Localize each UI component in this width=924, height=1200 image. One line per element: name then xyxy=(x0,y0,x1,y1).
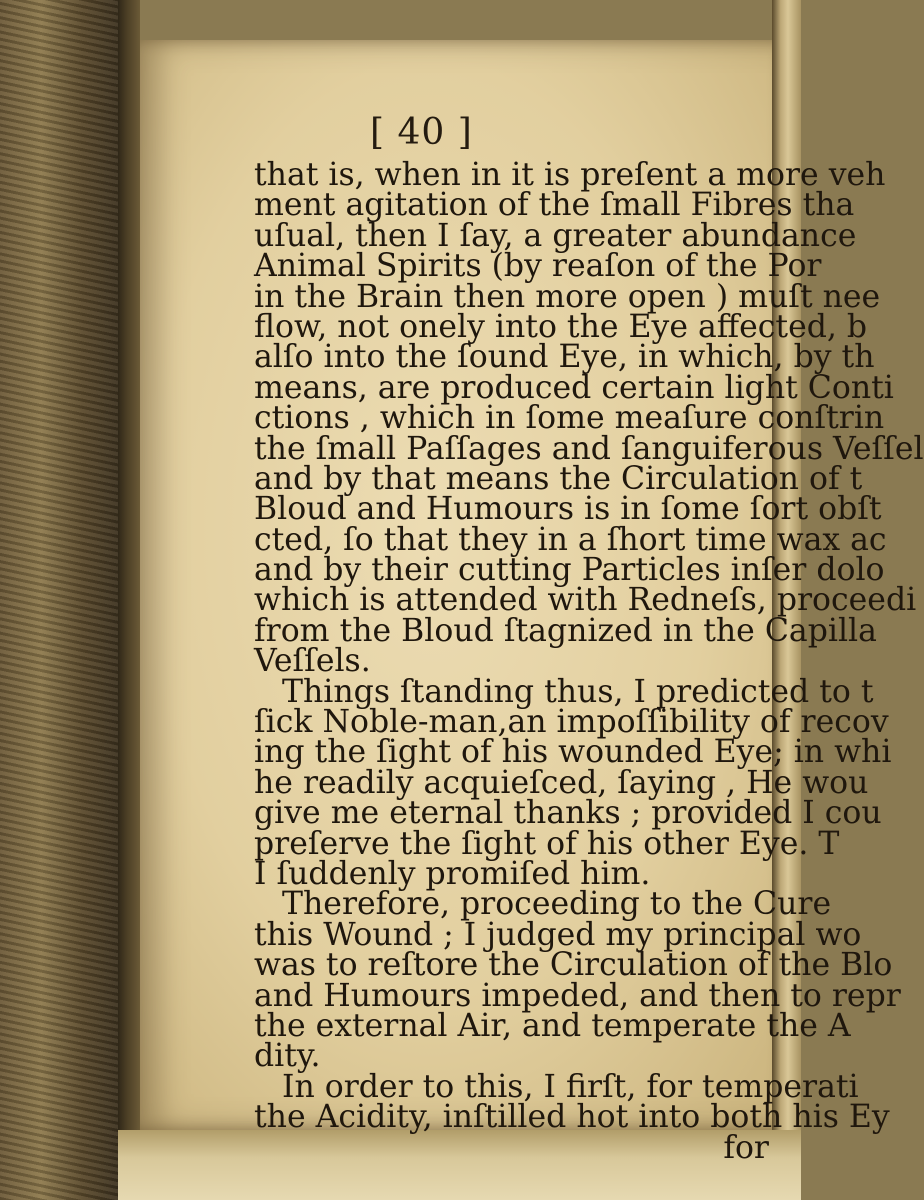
text-line: the ſmall Paſſages and ſanguiferous Veſſel xyxy=(254,430,924,467)
text-line: dity. xyxy=(254,1038,321,1075)
text-line: alſo into the ſound Eye, in which, by th xyxy=(254,339,875,376)
text-line: was to reſtore the Circulation of the Blo xyxy=(254,947,893,984)
text-line: give me eternal thanks ; provided I cou xyxy=(254,795,882,832)
text-line: he readily acquieſced, ſaying , He wou xyxy=(254,764,869,801)
text-line: uſual, then I ſay, a greater abundance xyxy=(254,217,857,254)
text-line: that is, when in it is preſent a more veh xyxy=(254,157,886,193)
text-line: and Humours impeded, and then to repr xyxy=(254,977,901,1014)
text-line: from the Bloud ſtagnized in the Capilla xyxy=(254,612,877,649)
text-line: the Acidity, inſtilled hot into both his Ey xyxy=(254,1099,890,1136)
catchword: for xyxy=(723,1129,769,1166)
book-cover xyxy=(0,0,118,1200)
page-number-header: [ 40 ] xyxy=(370,112,473,153)
text-line: the external Air, and temperate the A xyxy=(254,1007,851,1044)
text-line: Bloud and Humours is in ſome ſort obſt xyxy=(254,491,882,528)
text-line: flow, not onely into the Eye affected, b xyxy=(254,308,868,345)
text-line: I ſuddenly promiſed him. xyxy=(254,855,651,892)
text-line: ſick Noble-man,an impoſſibility of recov xyxy=(254,704,889,741)
text-line: ing the ſight of his wounded Eye; in whi xyxy=(254,734,892,771)
text-line: this Wound ; I judged my principal wo xyxy=(254,916,862,953)
text-line: and by their cutting Particles inſer dolo xyxy=(254,552,885,589)
text-line: preſerve the ſight of his other Eye. T xyxy=(254,825,840,862)
text-line: means, are produced certain light Conti xyxy=(254,369,894,406)
text-line: Therefore, proceeding to the Cure xyxy=(282,886,832,923)
text-line: ctions , which in ſome meaſure conſtrin xyxy=(254,400,885,437)
text-line: which is attended with Redneſs, proceedi xyxy=(254,582,917,619)
text-line: cted, ſo that they in a ſhort time wax ac xyxy=(254,521,887,558)
text-line: Animal Spirits (by reaſon of the Por xyxy=(254,248,822,285)
page-text xyxy=(254,157,924,1166)
text-line: and by that means the Circulation of t xyxy=(254,460,863,497)
text-line: ment agitation of the ſmall Fibres tha xyxy=(254,187,855,224)
text-line: Veſſels. xyxy=(254,643,371,680)
book-gutter xyxy=(118,0,140,1200)
text-line: in the Brain then more open ) muſt nee xyxy=(254,278,881,315)
text-line: In order to this, I firſt, for temperati xyxy=(282,1068,859,1105)
text-line: Things ſtanding thus, I predicted to t xyxy=(282,673,874,710)
